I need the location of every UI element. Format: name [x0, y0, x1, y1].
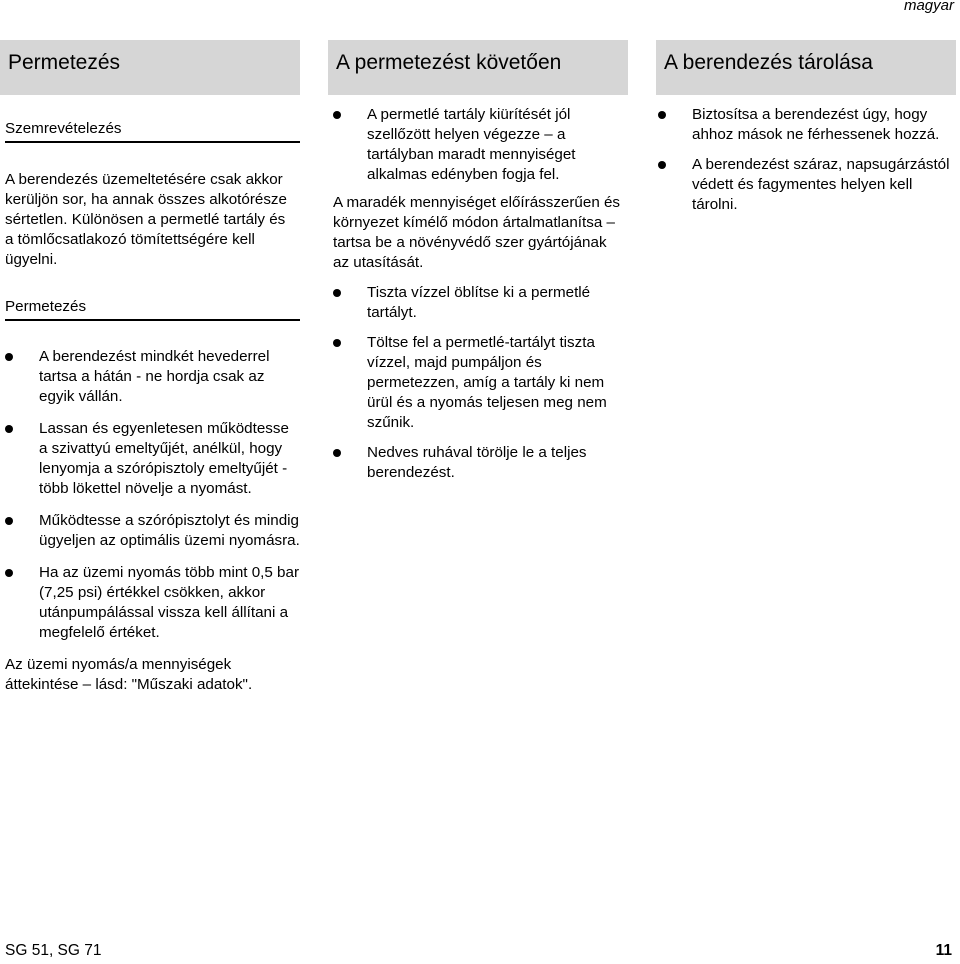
- list-item: Töltse fel a permetlé-tartályt tiszta vízzel, majd pumpáljon és permetezzen, amíg a tartály ki nem ürül és a nyomás teljesen meg nem szűnik.: [333, 333, 623, 433]
- list-item: Lassan és egyenletesen működtesse a szivattyú emeltyűjét, anélkül, hogy lenyomja a szórópisztoly emeltyűjét - több lökettel növelje a nyomást.: [5, 419, 300, 499]
- footer-model: SG 51, SG 71: [5, 942, 102, 959]
- list-item: A berendezést száraz, napsugárzástól védett és fagymentes helyen kell tárolni.: [658, 155, 953, 215]
- list-item: A permetlé tartály kiürítését jól szellőzött helyen végezze – a tartályban maradt mennyiséget alkalmas edényben fogja fel.: [333, 105, 623, 185]
- subheading-spraying: Permetezés: [5, 297, 300, 321]
- inspection-paragraph: A berendezés üzemeltetésére csak akkor kerüljön sor, ha annak összes alkotórésze sértetlen. Különösen a permetlé tartály és a tömlőcsatlakozó tömítettségére kell ügyelni.: [5, 171, 287, 268]
- column-storage: [658, 105, 953, 215]
- page-number: 11: [935, 942, 952, 959]
- disposal-paragraph: A maradék mennyiséget előírásszerűen és környezet kímélő módon ártalmatlanítsa – tartsa be a növényvédő szer gyártójának az utasítását.: [333, 194, 621, 271]
- technical-data-reference: Az üzemi nyomás/a mennyiségek áttekintése – lásd: "Műszaki adatok".: [5, 656, 253, 693]
- list-item: A berendezést mindkét hevederrel tartsa a hátán - ne hordja csak az egyik vállán.: [5, 347, 300, 407]
- column-heading-storage: A berendezés tárolása: [656, 40, 956, 95]
- list-item: Működtesse a szórópisztolyt és mindig ügyeljen az optimális üzemi nyomásra.: [5, 511, 300, 551]
- list-item: Ha az üzemi nyomás több mint 0,5 bar (7,25 psi) értékkel csökken, akkor utánpumpálással vissza kell állítani a megfelelő értéket.: [5, 563, 300, 643]
- column-heading-spraying: Permetezés: [0, 40, 300, 95]
- column-spraying: [5, 119, 300, 695]
- list-item: Tiszta vízzel öblítse ki a permetlé tartályt.: [333, 283, 623, 323]
- list-item: Nedves ruhával törölje le a teljes berendezést.: [333, 443, 623, 483]
- language-label: magyar: [903, 0, 954, 14]
- column-heading-after-spraying: A permetezést követően: [328, 40, 628, 95]
- column-after-spraying: [333, 105, 623, 483]
- list-item: Biztosítsa a berendezést úgy, hogy ahhoz mások ne férhessenek hozzá.: [658, 105, 953, 145]
- subheading-inspection: Szemrevételezés: [5, 119, 300, 143]
